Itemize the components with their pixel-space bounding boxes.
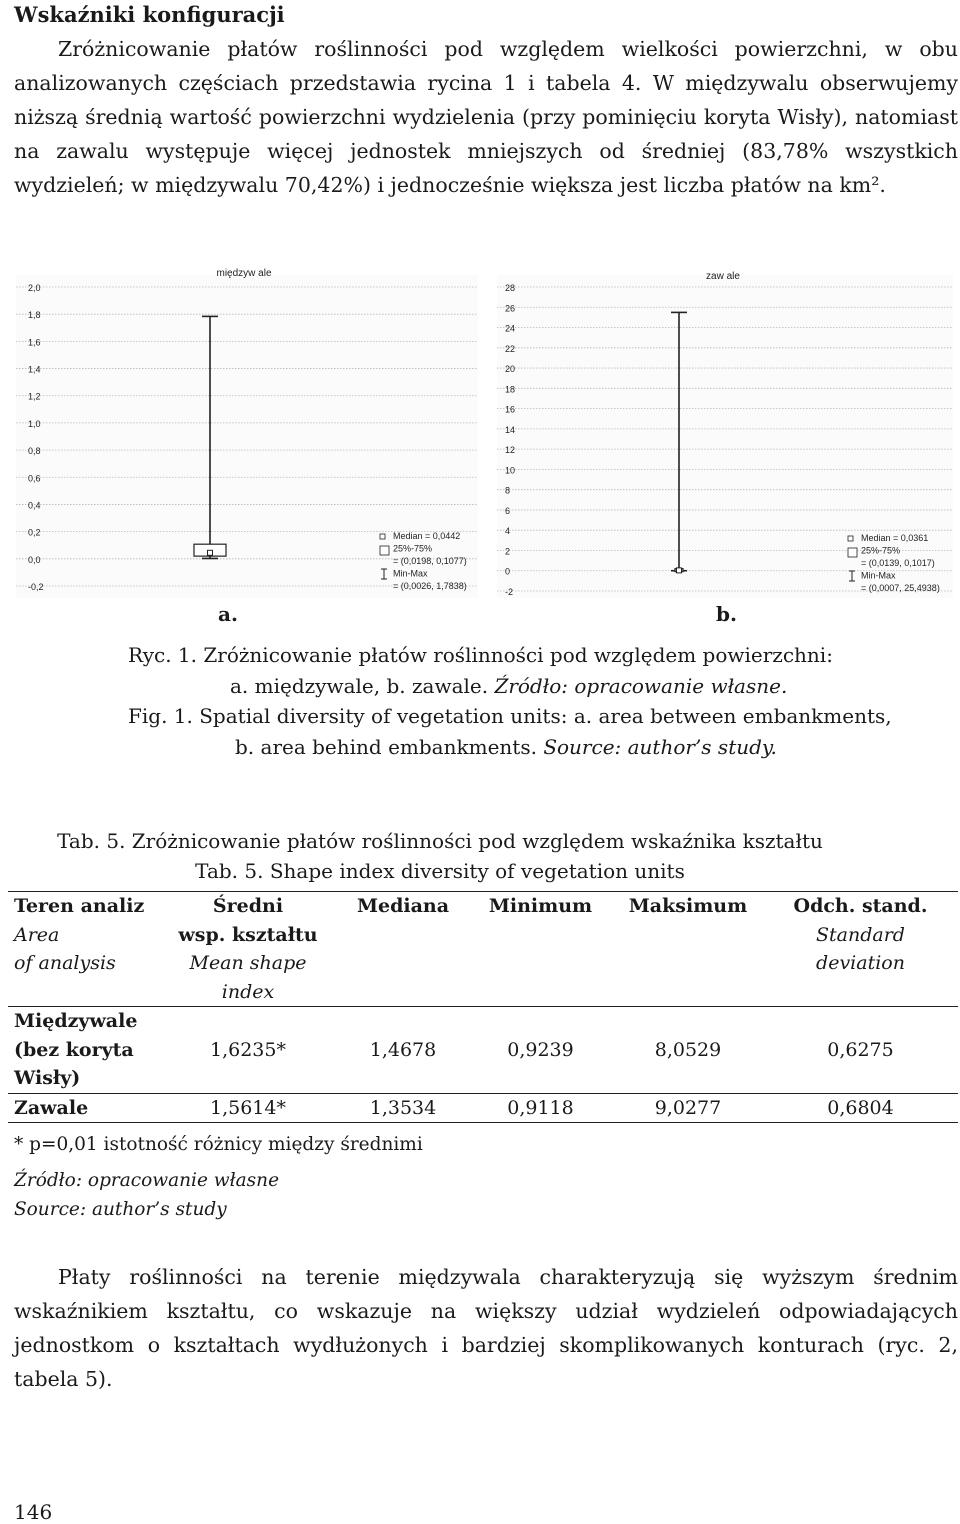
row1-area (8, 1007, 158, 1094)
header-area-en1: Area (14, 923, 60, 946)
y-tick-label: 16 (505, 404, 516, 415)
header-area-pl: Teren analiz (14, 895, 145, 917)
legend-entry: = (0,0007, 25,4938) (861, 583, 940, 593)
table-row (8, 1093, 958, 1123)
table-source-en: Source: author’s study (14, 1199, 227, 1220)
figure-caption (128, 640, 892, 762)
row1-mean: 1,6235* (158, 1007, 338, 1094)
y-tick-label: 2 (505, 546, 511, 557)
boxplot-b-svg (495, 258, 955, 598)
table-footnote: * p=0,01 istotność różnicy między średnimi (14, 1134, 423, 1155)
boxplot-a-svg (14, 258, 480, 598)
row2-area: Zawale (8, 1093, 158, 1123)
legend-entry: Median = 0,0361 (861, 533, 929, 543)
legend-box-symbol (380, 546, 389, 555)
table-title-en: Tab. 5. Shape index diversity of vegetation units (195, 859, 685, 883)
y-tick-label: -0,2 (28, 582, 44, 592)
y-tick-label: 0,0 (28, 554, 41, 565)
row1-median: 1,4678 (338, 1007, 468, 1094)
y-tick-label: 4 (505, 526, 511, 537)
section-heading: Wskaźniki konfiguracji (14, 2, 285, 27)
chart-title: zaw ale (706, 271, 740, 282)
closing-text: Płaty roślinności na terenie międzywala charakteryzują się wyższym średnim wskaźnikiem kształtu, co wskazuje na większy udział wydzieleń odpowiadających jednostkom o kształtach wydłużonych i bardziej skomplikowanych konturach (ryc. 2, tabela 5). (14, 1265, 958, 1391)
y-tick-label: 28 (505, 283, 516, 293)
legend-entry: 25%-75% (861, 545, 901, 556)
legend-entry: 25%-75% (393, 543, 433, 554)
row1-area-line2: (bez koryta (14, 1038, 134, 1061)
caption-pl-label: Ryc. 1. (128, 643, 198, 667)
legend-median-symbol (848, 536, 853, 541)
chart-title: międzyw ale (216, 268, 272, 279)
page-number: 146 (14, 1500, 53, 1524)
panel-letter-a: a. (218, 602, 238, 626)
caption-pl-panels: a. międzywale, b. zawale. (230, 673, 489, 698)
y-tick-label: 8 (505, 485, 511, 496)
header-area-en2: of analysis (14, 952, 116, 974)
caption-pl-source: Źródło: opracowanie własne. (494, 673, 788, 698)
row2-median: 1,3534 (338, 1093, 468, 1123)
caption-pl-line2 (128, 671, 892, 702)
y-tick-label: 0,8 (28, 446, 41, 457)
caption-en-line1 (128, 701, 892, 732)
legend-entry: = (0,0026, 1,7838) (393, 581, 467, 591)
row2-maximum: 9,0277 (613, 1093, 763, 1123)
intro-text: Zróżnicowanie płatów roślinności pod względem wielkości powierzchni, w obu analizowanych częściach przedstawia rycina 1 i tabela 4. W międzywalu obserwujemy niższą średnią wartość powierzchni wydzielenia (przy pominięciu koryta Wisły), natomiast na zawalu występuje więcej jednostek mniejszych od średniej (83,78% wszystkich wydzieleń; w międzywalu 70,42%) i jednocześnie większa jest liczba płatów na km². (14, 37, 958, 197)
header-median: Mediana (338, 892, 468, 1007)
legend-box-symbol (848, 548, 857, 557)
y-tick-label: 20 (505, 364, 516, 375)
y-tick-label: 14 (505, 424, 516, 435)
panel-letter-b: b. (716, 602, 737, 626)
legend-entry: Min-Max (861, 570, 896, 581)
legend-entry: = (0,0139, 0,1017) (861, 558, 935, 568)
header-mean-pl1: Średni (212, 895, 284, 917)
caption-en-panels: b. area behind embankments. (235, 734, 537, 759)
row1-maximum: 8,0529 (613, 1007, 763, 1094)
y-tick-label: 12 (505, 445, 516, 456)
y-tick-label: 1,4 (28, 364, 41, 375)
y-tick-label: -2 (505, 587, 514, 597)
header-mean-en1: Mean shape (189, 952, 307, 974)
y-tick-label: 24 (505, 323, 516, 334)
y-tick-label: 18 (505, 384, 516, 395)
row1-area-line1: Międzywale (14, 1010, 138, 1032)
caption-en-source: Source: author’s study. (543, 734, 777, 759)
y-tick-label: 2,0 (28, 283, 41, 293)
header-area (8, 892, 158, 1007)
caption-en-label: Fig. 1. (128, 704, 193, 728)
y-tick-label: 1,2 (28, 391, 41, 402)
header-mean (158, 892, 338, 1007)
row1-sd: 0,6275 (763, 1007, 958, 1094)
header-minimum: Minimum (468, 892, 613, 1007)
header-maximum: Maksimum (613, 892, 763, 1007)
row1-area-line3: Wisły) (14, 1067, 81, 1089)
caption-en-line2 (128, 732, 892, 763)
closing-paragraph (14, 1260, 958, 1396)
y-tick-label: 10 (505, 465, 516, 476)
shape-index-table (8, 891, 958, 1123)
caption-en-text: Spatial diversity of vegetation units: a. area between embankments, (199, 704, 892, 728)
table-source-pl: Źródło: opracowanie własne (14, 1170, 280, 1191)
y-tick-label: 26 (505, 303, 516, 314)
caption-pl-line1 (128, 640, 892, 671)
y-tick-label: 6 (505, 505, 511, 516)
row2-mean: 1,5614* (158, 1093, 338, 1123)
y-tick-label: 22 (505, 343, 516, 354)
table-title-pl: Tab. 5. Zróżnicowanie płatów roślinności pod względem wskaźnika kształtu (57, 829, 823, 853)
row1-minimum: 0,9239 (468, 1007, 613, 1094)
y-tick-label: 1,8 (28, 310, 41, 321)
boxplot-a (14, 258, 480, 598)
y-tick-label: 0,4 (28, 500, 41, 511)
table-header-row (8, 892, 958, 1007)
header-sd (763, 892, 958, 1007)
intro-paragraph (14, 32, 958, 202)
table-row (8, 1007, 958, 1094)
legend-entry: Median = 0,0442 (393, 531, 461, 541)
caption-pl-text: Zróżnicowanie płatów roślinności pod względem powierzchni: (203, 643, 833, 667)
y-tick-label: 1,0 (28, 418, 41, 429)
y-tick-label: 0,6 (28, 473, 41, 484)
legend-median-symbol (380, 534, 385, 539)
y-tick-label: 0,2 (28, 527, 41, 538)
y-tick-label: 0 (505, 566, 511, 577)
row2-minimum: 0,9118 (468, 1093, 613, 1123)
legend-entry: Min-Max (393, 568, 428, 579)
y-tick-label: 1,6 (28, 337, 41, 348)
median-marker (208, 550, 213, 555)
header-mean-en2: index (221, 980, 275, 1003)
legend-entry: = (0,0198, 0,1077) (393, 556, 467, 566)
header-sd-pl: Odch. stand. (793, 895, 928, 917)
median-marker (677, 568, 682, 573)
header-sd-en: Standard deviation (816, 923, 905, 974)
row2-sd: 0,6804 (763, 1093, 958, 1123)
header-mean-pl2: wsp. kształtu (178, 923, 318, 946)
boxplot-b (495, 258, 955, 598)
